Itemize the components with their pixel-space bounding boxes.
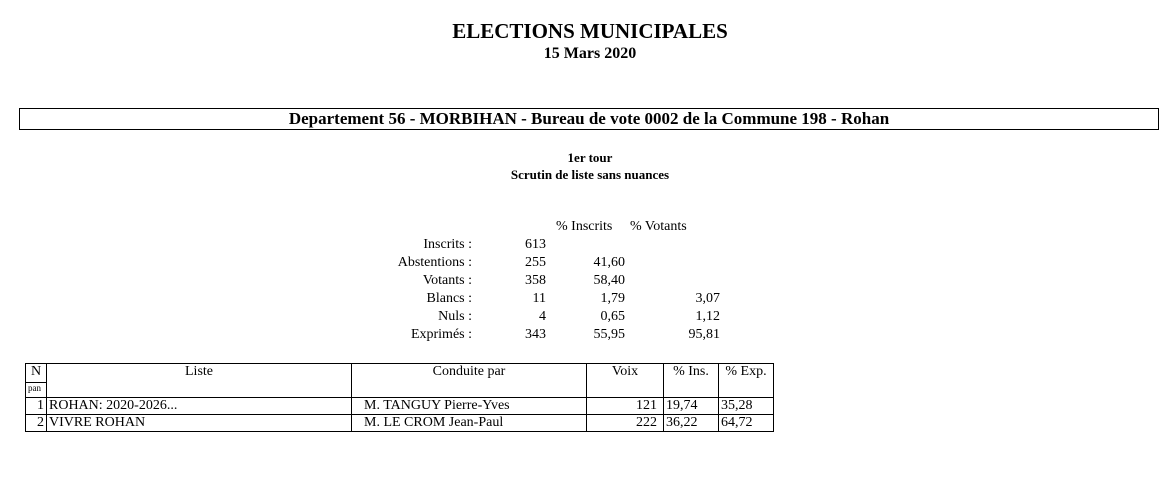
bureau-heading: Departement 56 - MORBIHAN - Bureau de vote 0002 de la Commune 198 - Rohan: [19, 108, 1159, 130]
row-n: 2: [26, 415, 47, 432]
header-spacer: [352, 383, 587, 398]
stats-label: Exprimés :: [410, 327, 472, 342]
stats-pct-inscrits: 1,79: [600, 291, 625, 306]
page-title: ELECTIONS MUNICIPALES: [452, 19, 728, 43]
results-subheader-row: [26, 383, 774, 398]
row-liste: ROHAN: 2020-2026...: [47, 398, 352, 415]
stats-value: 358: [525, 273, 546, 288]
election-date: 15 Mars 2020: [543, 45, 637, 62]
stats-label: Blancs :: [426, 291, 472, 306]
row-pct-ins: 19,74: [664, 398, 719, 415]
col-header-voix: Voix: [587, 364, 664, 383]
stats-pct-votants: 1,12: [695, 309, 720, 324]
col-header-n-sub: pan: [26, 383, 47, 398]
stats-header-pct-inscrits: % Inscrits: [556, 219, 613, 234]
header-spacer: [719, 383, 774, 398]
row-pct-ins: 36,22: [664, 415, 719, 432]
results-table: [25, 363, 774, 432]
col-header-n: N: [26, 364, 47, 383]
stats-label: Inscrits :: [423, 237, 472, 252]
stats-pct-inscrits: 55,95: [593, 327, 625, 342]
col-header-liste: Liste: [47, 364, 352, 383]
stats-value: 11: [532, 291, 546, 306]
scrutin-label: Scrutin de liste sans nuances: [510, 167, 670, 182]
row-n: 1: [26, 398, 47, 415]
stats-value: 4: [539, 309, 546, 324]
stats-label: Abstentions :: [397, 255, 472, 270]
row-conduite: M. LE CROM Jean-Paul: [352, 415, 587, 432]
stats-label: Votants :: [422, 273, 472, 288]
stats-pct-inscrits: 41,60: [593, 255, 625, 270]
stats-pct-votants: 95,81: [688, 327, 720, 342]
col-header-pct-ins: % Ins.: [664, 364, 719, 383]
stats-pct-inscrits: 58,40: [593, 273, 625, 288]
row-liste: VIVRE ROHAN: [47, 415, 352, 432]
stats-header-pct-votants: % Votants: [630, 219, 687, 234]
round-label: 1er tour: [567, 150, 613, 165]
row-pct-exp: 64,72: [719, 415, 774, 432]
stats-pct-votants: 3,07: [695, 291, 720, 306]
table-row: [26, 398, 774, 415]
row-voix: 222: [587, 415, 664, 432]
stats-label: Nuls :: [438, 309, 472, 324]
header-spacer: [664, 383, 719, 398]
stats-value: 343: [525, 327, 546, 342]
stats-value: 613: [525, 237, 546, 252]
results-header-row: [26, 364, 774, 383]
stats-pct-inscrits: 0,65: [600, 309, 625, 324]
row-pct-exp: 35,28: [719, 398, 774, 415]
row-voix: 121: [587, 398, 664, 415]
header-spacer: [587, 383, 664, 398]
row-conduite: M. TANGUY Pierre-Yves: [352, 398, 587, 415]
col-header-pct-exp: % Exp.: [719, 364, 774, 383]
header-spacer: [47, 383, 352, 398]
col-header-conduite: Conduite par: [352, 364, 587, 383]
stats-value: 255: [525, 255, 546, 270]
table-row: [26, 415, 774, 432]
